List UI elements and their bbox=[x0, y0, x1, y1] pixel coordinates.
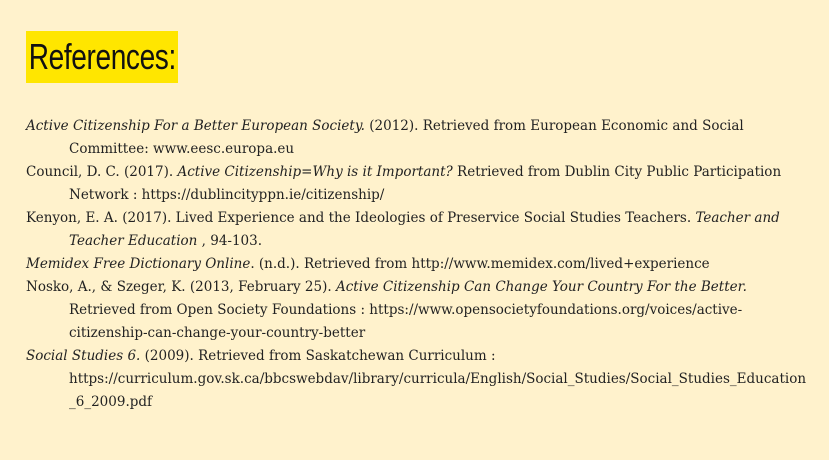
reference-author: Kenyon, E. A. (2017). Lived Experience and the Ideologies of Preservice Social Studies Teachers. bbox=[26, 210, 696, 226]
reference-item bbox=[26, 276, 806, 345]
reference-details: (2009). Retrieved from Saskatchewan Curriculum : https://curriculum.gov.sk.ca/bbcswebdav/library/curricula/English/Social_Studies/Social_Studies_Education_6_2009.pdf bbox=[69, 348, 807, 410]
reference-author: Council, D. C. (2017). bbox=[26, 164, 178, 180]
reference-title: Active Citizenship Can Change Your Country For the Better. bbox=[335, 279, 747, 295]
reference-item bbox=[26, 207, 806, 253]
reference-item bbox=[26, 115, 806, 161]
page-title: References: bbox=[28, 36, 176, 77]
reference-details: Retrieved from Dublin City Public Participation Network : https://dublincityppn.ie/citizenship/ bbox=[69, 164, 782, 203]
reference-details: , 94-103. bbox=[197, 233, 263, 249]
reference-item bbox=[26, 253, 806, 276]
reference-title: Social Studies 6. bbox=[26, 348, 141, 364]
reference-title: Active Citizenship=Why is it Important? bbox=[177, 164, 453, 180]
title-highlight bbox=[26, 31, 178, 83]
reference-details: . (n.d.). Retrieved from http://www.memidex.com/lived+experience bbox=[250, 256, 710, 272]
reference-author: Nosko, A., & Szeger, K. (2013, February 25). bbox=[26, 279, 336, 295]
reference-item bbox=[26, 345, 806, 414]
reference-title: Memidex Free Dictionary Online bbox=[26, 256, 251, 272]
reference-details: (2012). Retrieved from European Economic and Social Committee: www.eesc.europa.eu bbox=[69, 118, 744, 157]
reference-details: Retrieved from Open Society Foundations : https://www.opensocietyfoundations.org/voices/active-citizenship-can-change-your-country-better bbox=[69, 302, 743, 341]
reference-title: Active Citizenship For a Better European Society. bbox=[26, 118, 365, 134]
references-list bbox=[26, 115, 806, 414]
reference-item bbox=[26, 161, 806, 207]
reference-journal: Teacher and Teacher Education bbox=[69, 210, 780, 249]
